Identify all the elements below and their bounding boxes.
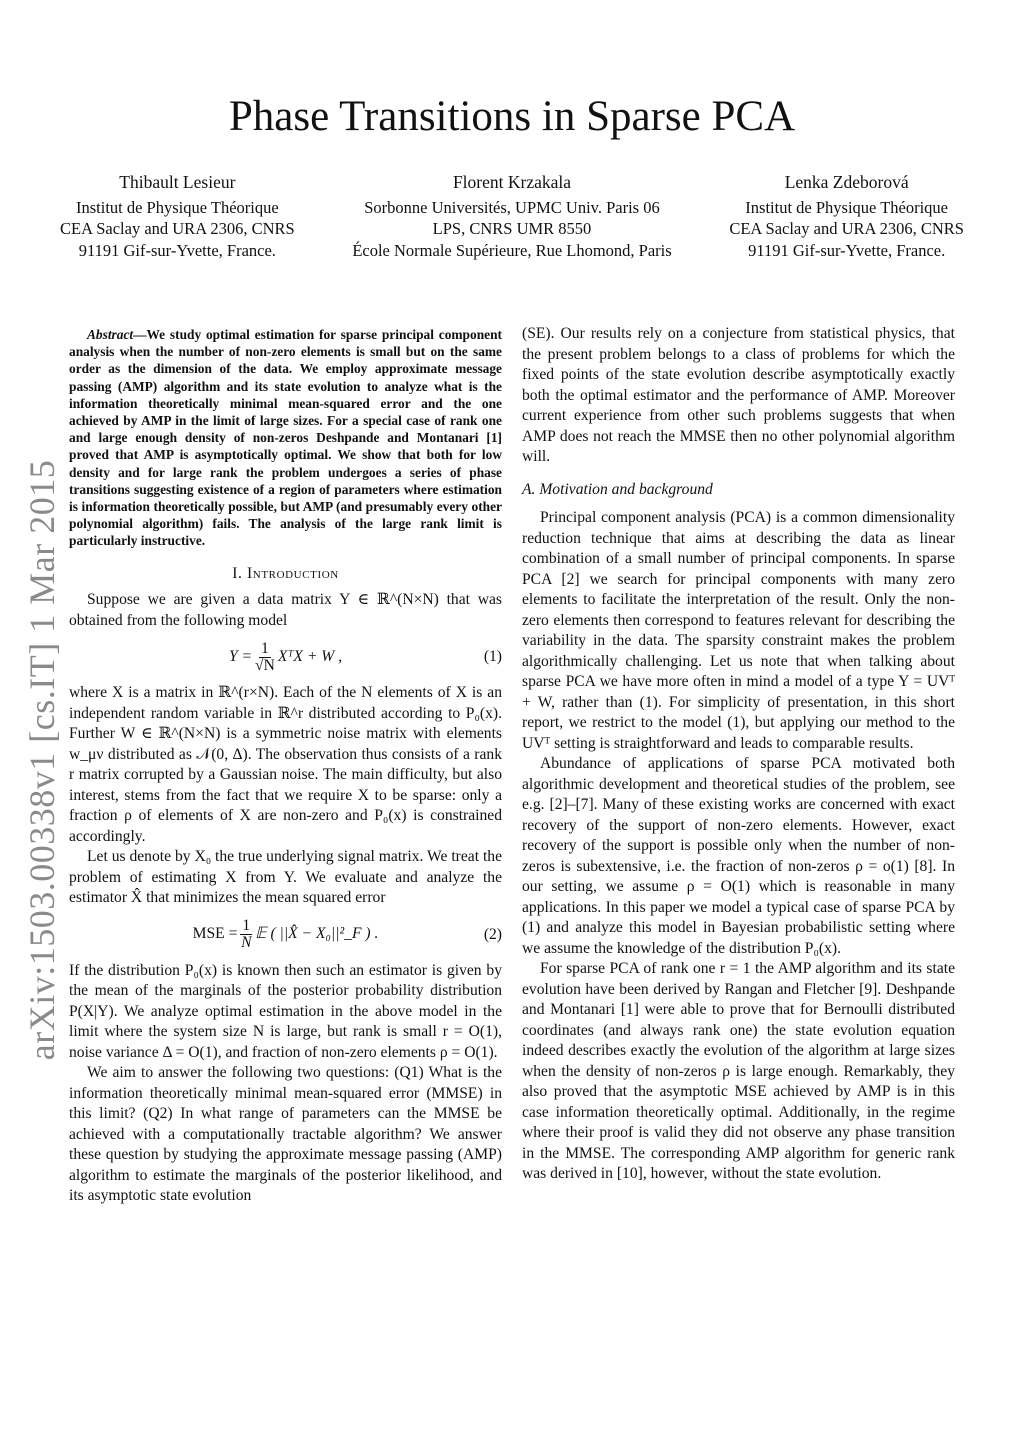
author-affiliation: CEA Saclay and URA 2306, CNRS [729, 219, 964, 238]
fraction-numerator: 1 [242, 917, 251, 935]
arxiv-stamp [14, 459, 70, 1061]
author-affiliation: 91191 Gif-sur-Yvette, France. [78, 240, 276, 260]
author-block [60, 172, 964, 261]
abstract-text: —We study optimal estimation for sparse principal component analysis when the number of non-zero elements is small but on the same order as the dimension of the data. We employ approximate message passing (AMP) algorithm and its state evolution to analyze what is the information theoretically minimal mean-squared error and the one achieved by AMP in the limit of large sizes. For a special case of rank one and large enough density of non-zeros Deshpande and Montanari [1] proved that AMP is asymptotically optimal. We show that both for low density and for large rank the problem undergoes a series of phase transitions suggesting existence of a region of parameters where estimation is information theoretically possible, but AMP (and presumably every other polynomial algorithm) fails. The analysis of the large rank limit is particularly instructive. [69, 327, 502, 549]
author-affiliation: CEA Saclay and URA 2306, CNRS [60, 219, 295, 238]
paragraph: where X is a matrix in ℝ^(r×N). Each of the N elements of X is an independent random variable in ℝ^r distributed according to P₀(x). Further W ∈ ℝ^(N×N) is a symmetric noise matrix with elements w_μν distributed as 𝒩(0, Δ). The observation thus consists of a rank r matrix corrupted by a Gaussian noise. The main difficulty, but also interest, stems from the fact that we require X to be sparse: only a fraction ρ of elements of X are non-zero and P₀(x) is constrained accordingly. [69, 684, 502, 845]
equation-1 [69, 635, 502, 679]
paragraph: (SE). Our results rely on a conjecture from statistical physics, that the present problem belongs to a class of problems for which the fixed points of the state evolution describe asymptotically exactly both the optimal estimator and the performance of AMP. Moreover current experience from other such problems suggests that when AMP does not reach the MMSE then no other polynomial algorithm will. [522, 325, 955, 465]
author-2 [352, 172, 671, 261]
equation-2 [69, 913, 502, 957]
paragraph: Let us denote by X₀ the true underlying signal matrix. We treat the problem of estimating X from Y. We evaluate and analyze the estimator X̂ that minimizes the mean squared error [69, 848, 502, 907]
author-affiliation: École Normale Supérieure, Rue Lhomond, Paris [352, 240, 672, 260]
author-name: Thibault Lesieur [119, 172, 236, 192]
equation-fraction [240, 918, 252, 951]
fraction-denominator: N [241, 934, 252, 952]
paragraph: If the distribution P₀(x) is known then such an estimator is given by the mean of the marginals of the posterior probability distribution P(X|Y). We analyze optimal estimation in the above model in the limit where the system size N is large, but rank is small r = O(1), noise variance Δ = O(1), and fraction of non-zero elements ρ = O(1). [69, 961, 502, 1061]
paragraph: Abundance of applications of sparse PCA motivated both algorithmic development and theoretical studies of the problem, see e.g. [2]–[7]. Many of these existing works are concerned with exact recovery of the support of non-zero elements. However, exact recovery of the support is possible only when the number of non-zeros is subextensive, i.e. the fraction of non-zeros ρ = o(1) [8]. In our setting, we assume ρ = O(1) which is reasonable in many applications. In this paper we model a typical case of sparse PCA by (1) and analyze this model in Bayesian probabilistic setting where we assume the knowledge of the distribution P₀(x). [522, 755, 955, 957]
equation-fraction [255, 641, 275, 674]
paragraph: For sparse PCA of rank one r = 1 the AMP algorithm and its state evolution have been derived by Rangan and Fletcher [9]. Deshpande and Montanari [1] were able to prove that for Bernoulli distributed coordinates (and always rank one) the state evolution equation indeed describes exactly the evolution of the algorithm at large sizes when the density of non-zeros ρ is large enough. Remarkably, they also proved that the asymptotic MSE achieved by AMP is in this case information theoretically optimal. Additionally, in the regime where their proof is valid they did not observe any phase transition in the MMSE. The corresponding AMP algorithm for generic rank was derived in [10], however, without the state evolution. [522, 960, 955, 1182]
equation-rhs: XᵀX + W , [277, 647, 343, 665]
paragraph: Principal component analysis (PCA) is a common dimensionality reduction technique that aims at describing the data as linear combination of a small number of principal components. In sparse PCA [2] we search for principal components with many zero elements to facilitate the interpretation of the result. Only the non-zero elements then correspond to features relevant for describing the variability in the data. The sparsity constraint makes the problem algorithmically challenging. Let us note that when talking about sparse PCA we have more often in mind a model of a type Y = UVᵀ + W, rather than (1). For simplicity of presentation, in this short report, we restrict to the model (1), but applying our method to the UVᵀ setting is straightforward and leads to comparable results. [522, 509, 955, 752]
author-3 [729, 172, 964, 261]
paper-title: Phase Transitions in Sparse PCA [228, 93, 796, 140]
equation-lhs: MSE = [192, 925, 238, 943]
fraction-denominator: √N [255, 656, 275, 674]
author-name: Lenka Zdeborová [784, 172, 909, 192]
section-heading-introduction: I. Introduction [232, 564, 339, 582]
abstract [69, 326, 502, 550]
author-name: Florent Krzakala [452, 172, 572, 192]
fraction-numerator: 1 [261, 639, 269, 657]
equation-lhs: Y = [228, 647, 253, 665]
paragraph: We aim to answer the following two questions: (Q1) What is the information theoretically minimal mean-squared error (MMSE) in this limit? (Q2) In what range of parameters can the MMSE be achieved with a computationally tractable algorithm? We answer these question by studying the approximate message passing (AMP) algorithm to estimate the marginals of the posterior likelihood, and its asymptotic state evolution [69, 1064, 502, 1205]
arxiv-identifier: arXiv:1503.00338v1 [cs.IT] 1 Mar 2015 [22, 459, 62, 1061]
left-column [69, 326, 502, 1207]
paragraph: Suppose we are given a data matrix Y ∈ ℝ^(N×N) that was obtained from the following model [69, 591, 502, 629]
author-affiliation: LPS, CNRS UMR 8550 [432, 219, 592, 238]
equation-number: (2) [483, 925, 502, 943]
author-affiliation: 91191 Gif-sur-Yvette, France. [748, 240, 946, 260]
equation-number: (1) [483, 647, 502, 665]
subsection-heading: A. Motivation and background [522, 480, 713, 498]
equation-rhs: 𝔼 ( ||X̂ − X₀||²_F ) . [255, 925, 379, 943]
author-affiliation: Institut de Physique Théorique [745, 197, 949, 217]
abstract-label: Abstract [87, 327, 134, 342]
author-affiliation: Institut de Physique Théorique [75, 197, 279, 217]
author-affiliation: Sorbonne Universités, UPMC Univ. Paris 06 [364, 197, 660, 217]
author-1 [60, 172, 295, 261]
right-column [522, 324, 955, 1185]
